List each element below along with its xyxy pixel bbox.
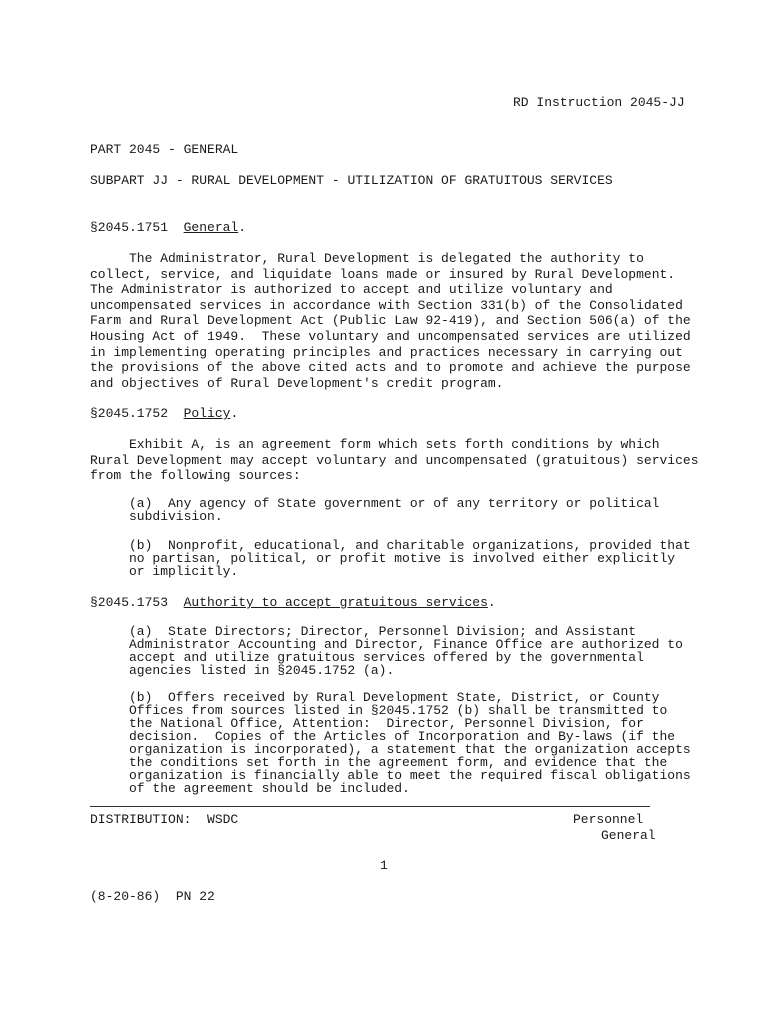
section-1752-body: Exhibit A, is an agreement form which sets forth conditions by which Rural Development may accept voluntary and uncompensated (gratuitous) services from the following sources: [90, 437, 699, 484]
section-1753-item-a: (a) State Directors; Director, Personnel Division; and Assistant Administrator Accounting and Director, Finance Office are authorized to accept and utilize gratuitous services offered by the governmental agencies listed in §2045.1752 (a). [129, 624, 683, 678]
section-1753-heading: §2045.1753 Authority to accept gratuitous services. [90, 595, 496, 610]
section-1752-title: Policy [183, 406, 231, 421]
page-number: 1 [380, 858, 388, 873]
section-1753-item-b: (b) Offers received by Rural Development State, District, or County Offices from sources listed in §2045.1752 (b) shall be transmitted to the National Office, Attention: Director, Personnel Division, for decision. Copies of the Articles of Incorporation and By-laws (if the organization is incorporated), a statement that the organization accepts the conditions set forth in the agreement form, and evidence that the organization is financially able to meet the required fiscal obligations of the agreement should be included. [129, 690, 691, 796]
section-1751-heading: §2045.1751 General. [90, 220, 247, 235]
section-1753-number: §2045.1753 [90, 595, 169, 610]
section-1753-title: Authority to accept gratuitous services [183, 595, 488, 610]
footer-divider [90, 806, 650, 807]
section-1752-item-b: (b) Nonprofit, educational, and charitable organizations, provided that no partisan, political, or profit motive is involved either explicitly or implicitly. [129, 538, 691, 579]
section-1751-body: The Administrator, Rural Development is delegated the authority to collect, service, and liquidate loans made or insured by Rural Development. The Administrator is authorized to accept and utilize voluntary and uncompensated services in accordance with Section 331(b) of the Consolidated Farm and Rural Development Act (Public Law 92-419), and Section 506(a) of the Housing Act of 1949. These voluntary and uncompensated services are utilized in implementing operating principles and practices necessary in carrying out the provisions of the above cited acts and to promote and achieve the purpose and objectives of Rural Development's credit program. [90, 251, 691, 391]
distribution-line: DISTRIBUTION: WSDC [90, 812, 239, 827]
section-1751-title: General [183, 220, 239, 235]
instruction-header: RD Instruction 2045-JJ [513, 95, 685, 110]
section-1751-number: §2045.1751 [90, 220, 169, 235]
category-general: General [601, 828, 656, 843]
section-1752-heading: §2045.1752 Policy. [90, 406, 239, 421]
part-title: PART 2045 - GENERAL [90, 142, 239, 157]
section-1752-item-a: (a) Any agency of State government or of any territory or political subdivision. [129, 496, 660, 524]
section-1752-number: §2045.1752 [90, 406, 169, 421]
subpart-title: SUBPART JJ - RURAL DEVELOPMENT - UTILIZATION OF GRATUITOUS SERVICES [90, 173, 613, 188]
category-personnel: Personnel [573, 812, 644, 827]
date-code: (8-20-86) PN 22 [90, 889, 215, 904]
